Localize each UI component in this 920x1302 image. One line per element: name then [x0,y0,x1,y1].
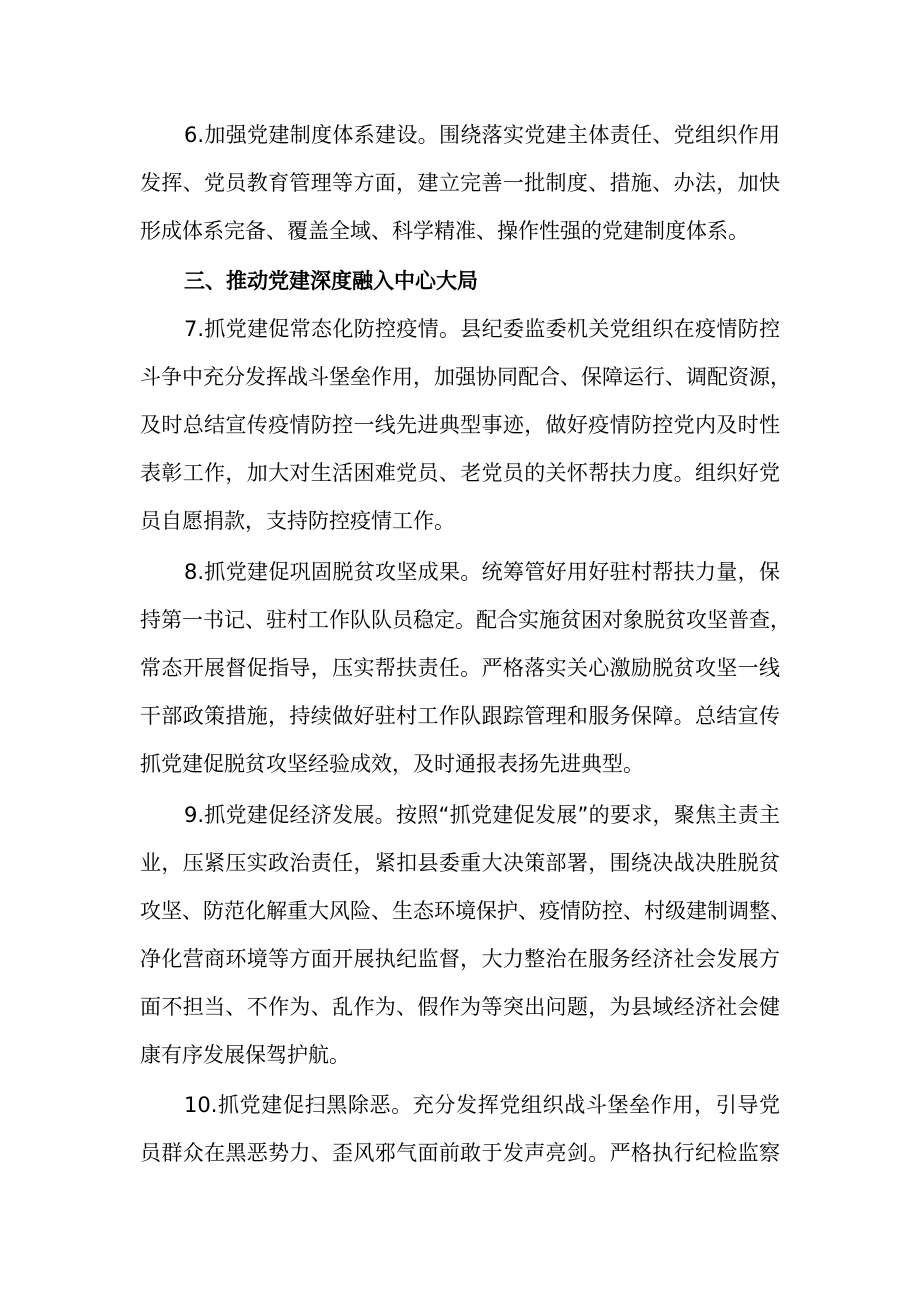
paragraph-7-line-2: 斗争中充分发挥战斗堡垒作用，加强协同配合、保障运行、调配资源， [140,365,791,389]
paragraph-8-line-1: 8.抓党建促巩固脱贫攻坚成果。统筹管好用好驻村帮扶力量，保 [184,560,780,584]
paragraph-8-line-5: 抓党建促脱贫攻坚经验成效，及时通报表扬先进典型。 [140,752,644,776]
paragraph-10-line-1: 10.抓党建促扫黑除恶。充分发挥党组织战斗堡垒作用，引导党 [184,1093,780,1117]
paragraph-7-line-4: 表彰工作，加大对生活困难党员、老党员的关怀帮扶力度。组织好党 [140,461,780,485]
paragraph-8-line-4: 干部政策措施，持续做好驻村工作队跟踪管理和服务保障。总结宣传 [140,704,780,728]
paragraph-8-line-3: 常态开展督促指导，压实帮扶责任。严格落实关心激励脱贫攻坚一线 [140,656,780,680]
paragraph-7-line-1: 7.抓党建促常态化防控疫情。县纪委监委机关党组织在疫情防控 [184,317,780,341]
paragraph-7-line-5: 员自愿捐款，支持防控疫情工作。 [140,509,455,533]
paragraph-6-line-3: 形成体系完备、覆盖全域、科学精准、操作性强的党建制度体系。 [140,219,749,243]
paragraph-8-line-2: 持第一书记、驻村工作队队员稳定。配合实施贫困对象脱贫攻坚普查， [140,608,791,632]
paragraph-6-line-2: 发挥、党员教育管理等方面，建立完善一批制度、措施、办法，加快 [140,171,780,195]
paragraph-10-line-2: 员群众在黑恶势力、歪风邪气面前敢于发声亮剑。严格执行纪检监察 [140,1141,780,1165]
paragraph-9-line-6: 康有序发展保驾护航。 [140,1043,350,1067]
paragraph-9-line-4: 净化营商环境等方面开展执纪监督，大力整治在服务经济社会发展方 [140,947,780,971]
paragraph-6-line-1: 6.加强党建制度体系建设。围绕落实党建主体责任、党组织作用 [184,123,780,147]
paragraph-9-line-5: 面不担当、不作为、乱作为、假作为等突出问题，为县域经济社会健 [140,995,780,1019]
paragraph-9-line-2: 业，压紧压实政治责任，紧扣县委重大决策部署，围绕决战决胜脱贫 [140,851,780,875]
section-heading: 三、推动党建深度融入中心大局 [184,269,478,293]
paragraph-9-line-1: 9.抓党建促经济发展。按照“抓党建促发展”的要求，聚焦主责主 [184,803,780,827]
paragraph-7-line-3: 及时总结宣传疫情防控一线先进典型事迹，做好疫情防控党内及时性 [140,413,780,437]
paragraph-9-line-3: 攻坚、防范化解重大风险、生态环境保护、疫情防控、村级建制调整、 [140,899,791,923]
